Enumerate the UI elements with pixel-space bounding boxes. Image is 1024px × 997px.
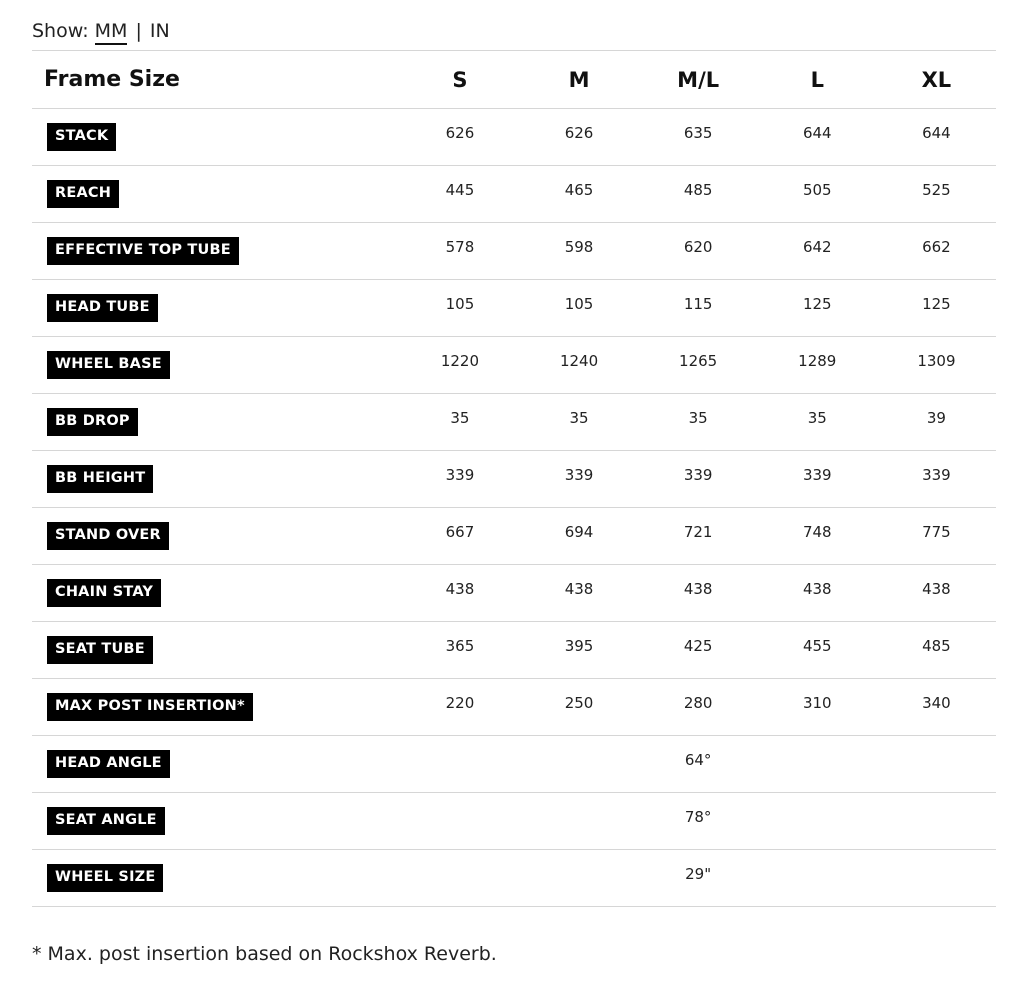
value-cell: 125 (877, 280, 996, 337)
value-cell: 635 (639, 109, 758, 166)
size-header: L (758, 51, 877, 109)
table-row (32, 622, 996, 679)
table-row (32, 850, 996, 907)
value-cell (519, 736, 638, 793)
table-row (32, 280, 996, 337)
value-cell: 455 (758, 622, 877, 679)
row-label-cell (32, 736, 400, 793)
row-label: BB DROP (47, 408, 138, 436)
value-cell: 438 (519, 565, 638, 622)
value-cell: 438 (758, 565, 877, 622)
size-header: M/L (639, 51, 758, 109)
frame-size-header: Frame Size (32, 51, 400, 109)
value-cell: 310 (758, 679, 877, 736)
value-cell (758, 736, 877, 793)
value-cell: 445 (400, 166, 519, 223)
table-row (32, 166, 996, 223)
value-cell: 280 (639, 679, 758, 736)
value-cell: 105 (519, 280, 638, 337)
row-label: SEAT TUBE (47, 636, 153, 664)
row-label: STAND OVER (47, 522, 169, 550)
value-cell: 505 (758, 166, 877, 223)
value-cell (400, 736, 519, 793)
value-cell (877, 793, 996, 850)
value-cell: 1309 (877, 337, 996, 394)
value-cell: 339 (400, 451, 519, 508)
row-label-cell (32, 337, 400, 394)
table-row (32, 394, 996, 451)
row-label: WHEEL BASE (47, 351, 170, 379)
value-cell: 775 (877, 508, 996, 565)
row-label: EFFECTIVE TOP TUBE (47, 237, 239, 265)
row-label: HEAD TUBE (47, 294, 158, 322)
table-row (32, 565, 996, 622)
size-header: M (519, 51, 638, 109)
value-cell: 438 (877, 565, 996, 622)
row-label: BB HEIGHT (47, 465, 153, 493)
table-header-row (32, 51, 996, 109)
value-cell: 425 (639, 622, 758, 679)
row-label: HEAD ANGLE (47, 750, 170, 778)
value-cell: 29" (639, 850, 758, 907)
value-cell: 1289 (758, 337, 877, 394)
value-cell: 339 (758, 451, 877, 508)
value-cell: 465 (519, 166, 638, 223)
value-cell: 667 (400, 508, 519, 565)
table-row (32, 793, 996, 850)
value-cell: 620 (639, 223, 758, 280)
value-cell (758, 793, 877, 850)
table-row (32, 679, 996, 736)
geometry-table (32, 50, 996, 907)
value-cell: 598 (519, 223, 638, 280)
value-cell: 35 (400, 394, 519, 451)
row-label: REACH (47, 180, 119, 208)
value-cell: 694 (519, 508, 638, 565)
row-label-cell (32, 508, 400, 565)
row-label-cell (32, 166, 400, 223)
row-label-cell (32, 451, 400, 508)
row-label-cell (32, 679, 400, 736)
table-row (32, 451, 996, 508)
value-cell: 125 (758, 280, 877, 337)
value-cell: 64° (639, 736, 758, 793)
value-cell: 438 (639, 565, 758, 622)
value-cell: 626 (400, 109, 519, 166)
value-cell: 339 (639, 451, 758, 508)
row-label: MAX POST INSERTION* (47, 693, 253, 721)
size-header: S (400, 51, 519, 109)
value-cell: 438 (400, 565, 519, 622)
value-cell: 525 (877, 166, 996, 223)
value-cell: 39 (877, 394, 996, 451)
size-header: XL (877, 51, 996, 109)
table-row (32, 109, 996, 166)
row-label: CHAIN STAY (47, 579, 161, 607)
value-cell: 578 (400, 223, 519, 280)
value-cell: 644 (758, 109, 877, 166)
unit-toggle (32, 20, 170, 45)
row-label-cell (32, 850, 400, 907)
value-cell: 644 (877, 109, 996, 166)
value-cell: 339 (877, 451, 996, 508)
value-cell: 748 (758, 508, 877, 565)
table-row (32, 223, 996, 280)
table-row (32, 508, 996, 565)
row-label-cell (32, 223, 400, 280)
value-cell: 662 (877, 223, 996, 280)
unit-separator: | (135, 20, 142, 42)
value-cell: 365 (400, 622, 519, 679)
value-cell: 485 (639, 166, 758, 223)
show-label: Show: (32, 20, 89, 42)
row-label-cell (32, 394, 400, 451)
row-label-cell (32, 280, 400, 337)
value-cell (519, 793, 638, 850)
row-label-cell (32, 109, 400, 166)
value-cell (877, 850, 996, 907)
row-label-cell (32, 793, 400, 850)
value-cell: 1220 (400, 337, 519, 394)
value-cell (758, 850, 877, 907)
unit-mm-option[interactable]: MM (95, 20, 128, 45)
value-cell: 721 (639, 508, 758, 565)
value-cell (400, 793, 519, 850)
value-cell: 78° (639, 793, 758, 850)
value-cell: 1240 (519, 337, 638, 394)
value-cell: 35 (639, 394, 758, 451)
value-cell (519, 850, 638, 907)
row-label-cell (32, 622, 400, 679)
table-row (32, 337, 996, 394)
value-cell: 340 (877, 679, 996, 736)
footnote: * Max. post insertion based on Rockshox Reverb. (32, 943, 497, 965)
value-cell: 395 (519, 622, 638, 679)
value-cell (877, 736, 996, 793)
value-cell: 339 (519, 451, 638, 508)
row-label-cell (32, 565, 400, 622)
value-cell: 35 (758, 394, 877, 451)
value-cell: 626 (519, 109, 638, 166)
value-cell: 1265 (639, 337, 758, 394)
row-label: STACK (47, 123, 116, 151)
value-cell (400, 850, 519, 907)
value-cell: 115 (639, 280, 758, 337)
value-cell: 485 (877, 622, 996, 679)
value-cell: 105 (400, 280, 519, 337)
value-cell: 35 (519, 394, 638, 451)
value-cell: 642 (758, 223, 877, 280)
row-label: WHEEL SIZE (47, 864, 163, 892)
unit-in-option[interactable]: IN (149, 20, 170, 42)
row-label: SEAT ANGLE (47, 807, 165, 835)
value-cell: 220 (400, 679, 519, 736)
table-row (32, 736, 996, 793)
value-cell: 250 (519, 679, 638, 736)
